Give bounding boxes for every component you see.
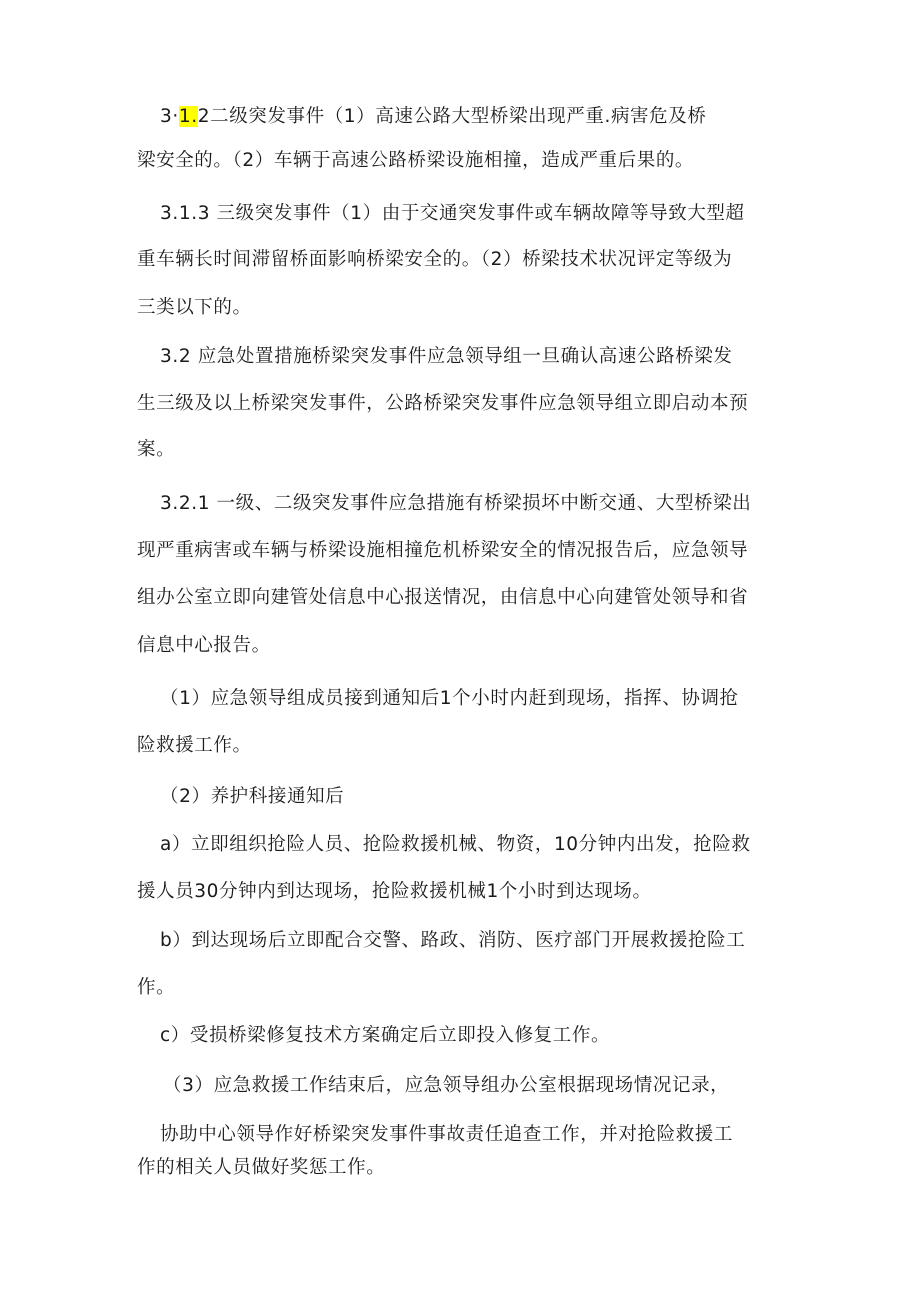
paragraph-line: 险救援工作。 [137, 735, 252, 756]
paragraph-line: c）受损桥梁修复技术方案确定后立即投入修复工作。 [160, 1025, 611, 1046]
paragraph-line: 3.2.1 一级、二级突发事件应急措施有桥梁损坏中断交通、大型桥梁出 [160, 493, 752, 514]
section-number-prefix: 3· [160, 106, 179, 127]
paragraph-line: （2）养护科接通知后 [160, 786, 345, 807]
line-text: 2二级突发事件（1）高速公路大型桥梁出现严重.病害危及桥 [197, 106, 707, 127]
paragraph-line: b）到达现场后立即配合交警、路政、消防、医疗部门开展救援抢险工 [160, 930, 746, 951]
paragraph-line: （3）应急救援工作结束后，应急领导组办公室根据现场情况记录， [163, 1075, 730, 1096]
paragraph-line: 现严重病害或车辆与桥梁设施相撞危机桥梁安全的情况报告后，应急领导 [137, 540, 749, 561]
paragraph-line: 作的相关人员做好奖惩工作。 [137, 1157, 386, 1178]
paragraph-line: 作。 [137, 977, 176, 998]
paragraph-line: 案。 [137, 439, 176, 460]
paragraph-line: a）立即组织抢险人员、抢险救援机械、物资，10分钟内出发，抢险救 [160, 834, 751, 855]
paragraph-line: 生三级及以上桥梁突发事件，公路桥梁突发事件应急领导组立即启动本预 [137, 393, 749, 414]
paragraph-line: （1）应急领导组成员接到通知后1个小时内赶到现场，指挥、协调抢 [160, 688, 739, 709]
paragraph-line: 援人员30分钟内到达现场，抢险救援机械1个小时到达现场。 [137, 881, 652, 902]
paragraph-line: 3.2 应急处置措施桥梁突发事件应急领导组一旦确认高速公路桥梁发 [160, 346, 733, 367]
highlighted-text: 1. [178, 106, 198, 127]
paragraph-line: 重车辆长时间滞留桥面影响桥梁安全的。（2）桥梁技术状况评定等级为 [137, 249, 733, 270]
paragraph-line: 协助中心领导作好桥梁突发事件事故责任追查工作，并对抢险救援工 [160, 1124, 734, 1145]
paragraph-line: 三类以下的。 [137, 297, 252, 318]
paragraph-line: 梁安全的。（2）车辆于高速公路桥梁设施相撞，造成严重后果的。 [137, 150, 695, 171]
paragraph-line: 3.1.3 三级突发事件（1）由于交通突发事件或车辆故障等导致大型超 [160, 203, 745, 224]
paragraph-line: 组办公室立即向建管处信息中心报送情况，由信息中心向建管处领导和省 [137, 587, 749, 608]
paragraph-line: 信息中心报告。 [137, 635, 271, 656]
paragraph-line [160, 104, 706, 130]
